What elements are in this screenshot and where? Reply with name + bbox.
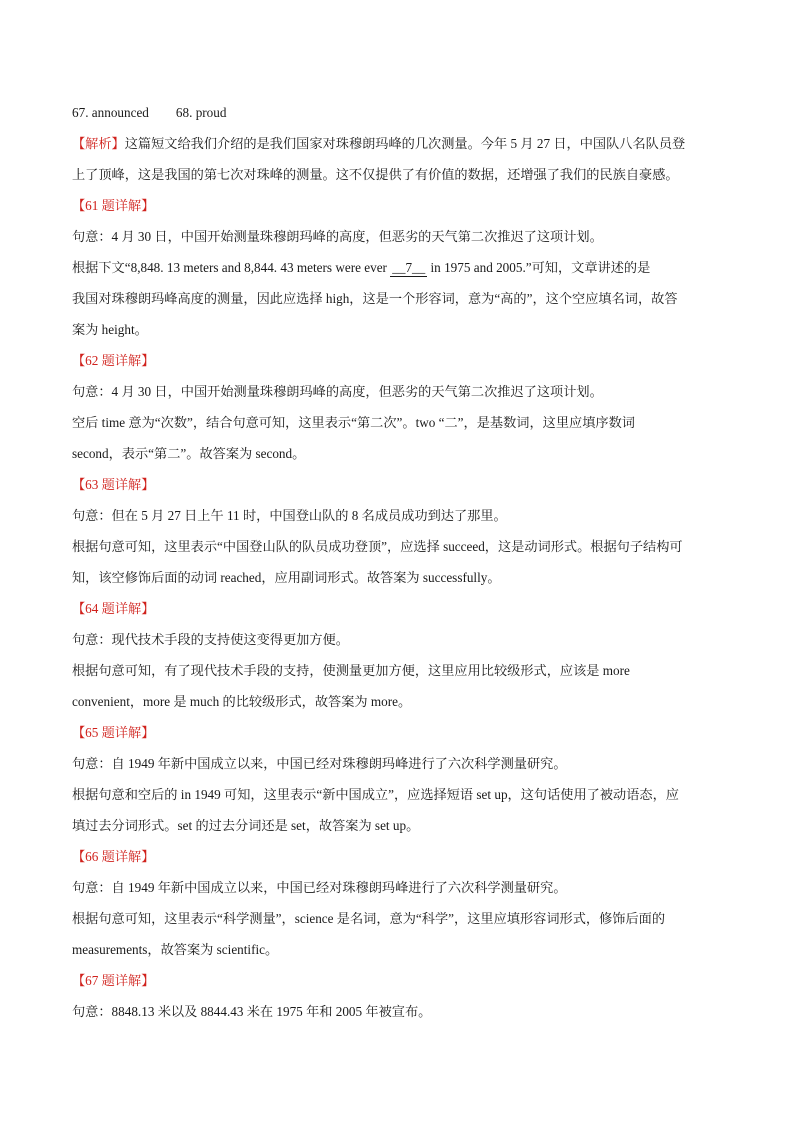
q64-line-1: 根据句意可知，有了现代技术手段的支持，使测量更加方便，这里应用比较级形式，应该是 more (72, 663, 630, 678)
q61-line-1 (72, 252, 724, 283)
q63-line-2: 知，该空修饰后面的动词 reached，应用副词形式。故答案为 successfully。 (72, 570, 501, 585)
q63-meaning: 句意：但在 5 月 27 日上午 11 时，中国登山队的 8 名成员成功到达了那里。 (72, 508, 507, 523)
analysis-text-2: 上了顶峰，这是我国的第七次对珠峰的测量。这不仅提供了有价值的数据，还增强了我们的民族自豪感。 (72, 167, 679, 182)
q64-meaning: 句意：现代技术手段的支持使这变得更加方便。 (72, 632, 349, 647)
q62-line-1: 空后 time 意为“次数”，结合句意可知，这里表示“第二次”。two “二”，是基数词，这里应填序数词 (72, 415, 635, 430)
q65-meaning: 句意：自 1949 年新中国成立以来，中国已经对珠穆朗玛峰进行了六次科学测量研究。 (72, 756, 567, 771)
analysis-tag: 【解析】 (72, 136, 125, 151)
analysis-text-1: 这篇短文给我们介绍的是我们国家对珠穆朗玛峰的几次测量。今年 5 月 27 日，中国队八名队员登 (124, 136, 686, 151)
q66-heading: 【66 题详解】 (72, 849, 155, 864)
analysis-paragraph-line-1 (72, 128, 724, 159)
q65-line-2: 填过去分词形式。set 的过去分词还是 set，故答案为 set up。 (72, 818, 420, 833)
q62-meaning: 句意：4 月 30 日，中国开始测量珠穆朗玛峰的高度，但恶劣的天气第二次推迟了这项计划。 (72, 384, 603, 399)
q65-line-1: 根据句意和空后的 in 1949 可知，这里表示“新中国成立”，应选择短语 set up，这句话使用了被动语态，应 (72, 787, 679, 802)
q66-line-1: 根据句意可知，这里表示“科学测量”，science 是名词，意为“科学”，这里应填形容词形式，修饰后面的 (72, 911, 666, 926)
q66-meaning: 句意：自 1949 年新中国成立以来，中国已经对珠穆朗玛峰进行了六次科学测量研究。 (72, 880, 567, 895)
q61-line-1-pre: 根据下文“8,848. 13 meters and 8,844. 43 meters were ever (72, 260, 391, 275)
q62-heading: 【62 题详解】 (72, 353, 155, 368)
q62-line-2: second，表示“第二”。故答案为 second。 (72, 446, 306, 461)
q61-line-1-post: in 1975 and 2005.”可知，文章讲述的是 (427, 260, 651, 275)
q67-heading: 【67 题详解】 (72, 973, 155, 988)
q63-heading: 【63 题详解】 (72, 477, 155, 492)
q61-blank: __7__ (392, 260, 426, 275)
q66-line-2: measurements，故答案为 scientific。 (72, 942, 279, 957)
answer-68: 68. proud (175, 105, 227, 120)
q61-line-3: 案为 height。 (72, 322, 148, 337)
q63-line-1: 根据句意可知，这里表示“中国登山队的队员成功登顶”，应选择 succeed，这是动词形式。根据句子结构可 (72, 539, 683, 554)
answer-line (72, 97, 724, 128)
q64-line-2: convenient，more 是 much 的比较级形式，故答案为 more。 (72, 694, 412, 709)
q61-heading: 【61 题详解】 (72, 198, 155, 213)
document-body (72, 97, 724, 1027)
q61-line-2: 我国对珠穆朗玛峰高度的测量，因此应选择 high，这是一个形容词，意为“高的”，这个空应填名词，故答 (72, 291, 678, 306)
answer-67: 67. announced (72, 105, 149, 120)
q61-meaning: 句意：4 月 30 日，中国开始测量珠穆朗玛峰的高度，但恶劣的天气第二次推迟了这项计划。 (72, 229, 603, 244)
q64-heading: 【64 题详解】 (72, 601, 155, 616)
q65-heading: 【65 题详解】 (72, 725, 155, 740)
q67-meaning: 句意：8848.13 米以及 8844.43 米在 1975 年和 2005 年被宣布。 (72, 1004, 432, 1019)
